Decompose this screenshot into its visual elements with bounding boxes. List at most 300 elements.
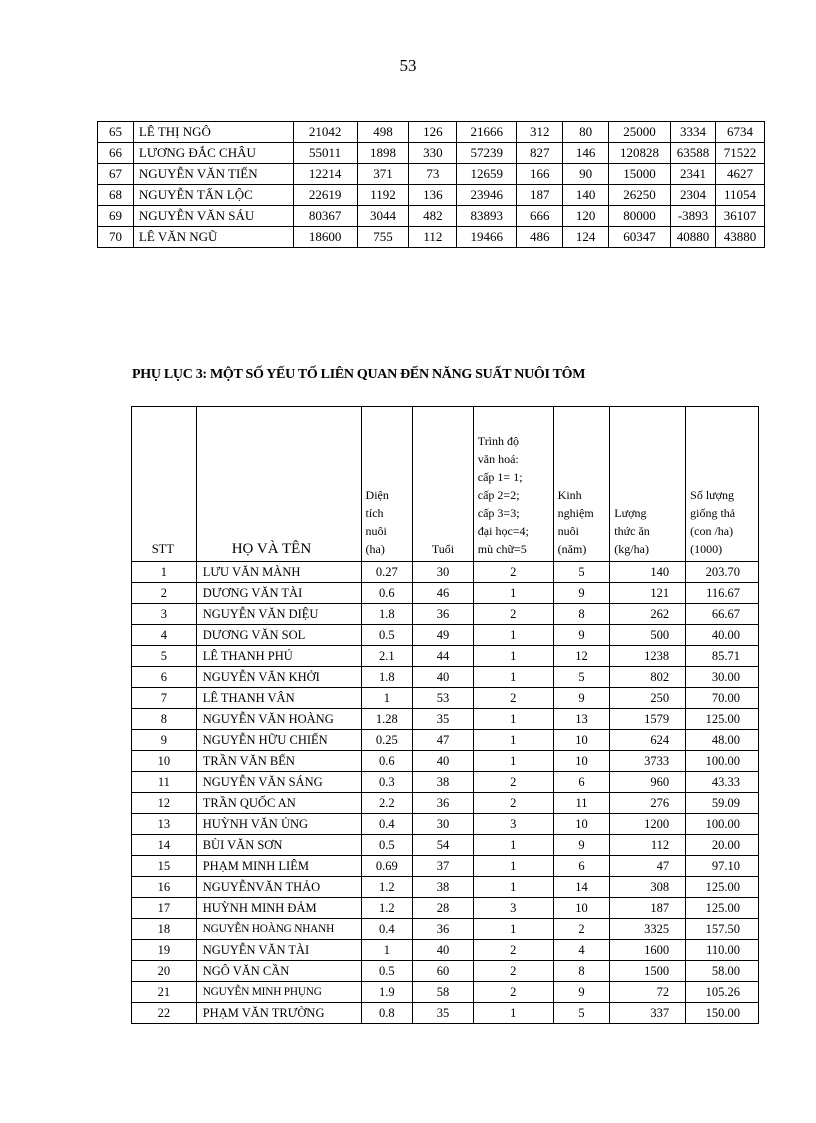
cell-value: 12214 (293, 164, 357, 185)
cell-value: 1 (473, 583, 553, 604)
cell-value: 157.50 (686, 919, 759, 940)
cell-value: 1500 (610, 961, 686, 982)
cell-value: 337 (610, 1003, 686, 1024)
row-number: 20 (132, 961, 197, 982)
cell-value: 1 (473, 667, 553, 688)
cell-value: 20.00 (686, 835, 759, 856)
cell-value: 47 (413, 730, 474, 751)
cell-value: 100.00 (686, 751, 759, 772)
farmer-name: LÊ THANH VÂN (196, 688, 361, 709)
cell-value: 203.70 (686, 562, 759, 583)
row-number: 14 (132, 835, 197, 856)
table-row (132, 793, 759, 814)
farmer-name: LÊ VĂN NGŨ (133, 227, 293, 248)
cell-value: 6734 (715, 122, 764, 143)
cell-value: 30 (413, 814, 474, 835)
cell-value: 1200 (610, 814, 686, 835)
cell-value: 1 (473, 919, 553, 940)
cell-value: 0.8 (361, 1003, 413, 1024)
cell-value: 1.28 (361, 709, 413, 730)
header-feed (610, 407, 686, 562)
cell-value: 1 (473, 730, 553, 751)
farmer-name: NGUYỄN VĂN KHỞI (196, 667, 361, 688)
cell-value: 40 (413, 940, 474, 961)
cell-value: 482 (409, 206, 457, 227)
table-row (132, 667, 759, 688)
cell-value: 48.00 (686, 730, 759, 751)
table-row (98, 227, 765, 248)
farmer-name: NGÔ VĂN CẦN (196, 961, 361, 982)
table-row (132, 583, 759, 604)
cell-value: 2 (473, 688, 553, 709)
cell-value: 80 (563, 122, 609, 143)
farmer-name: LƯƠNG ĐẮC CHÂU (133, 143, 293, 164)
cell-value: 2.2 (361, 793, 413, 814)
cell-value: 120828 (609, 143, 671, 164)
cell-value: 12659 (457, 164, 517, 185)
row-number: 12 (132, 793, 197, 814)
header-name: HỌ VÀ TÊN (196, 407, 361, 562)
cell-value: 40.00 (686, 625, 759, 646)
cell-value: 1 (473, 877, 553, 898)
farmer-name: BÙI VĂN SƠN (196, 835, 361, 856)
cell-value: 371 (357, 164, 409, 185)
table-header-row (132, 407, 759, 562)
cell-value: 0.27 (361, 562, 413, 583)
header-line: cấp 1= 1; (477, 470, 523, 484)
cell-value: 3325 (610, 919, 686, 940)
row-number: 5 (132, 646, 197, 667)
farmer-name: PHẠM VĂN TRƯỜNG (196, 1003, 361, 1024)
cell-value: 498 (357, 122, 409, 143)
cell-value: 1 (473, 1003, 553, 1024)
cell-value: 1.9 (361, 982, 413, 1003)
cell-value: 125.00 (686, 898, 759, 919)
row-number: 21 (132, 982, 197, 1003)
cell-value: 140 (610, 562, 686, 583)
farmer-name: NGUYỄN MINH PHỤNG (196, 982, 361, 1003)
cell-value: 46 (413, 583, 474, 604)
cell-value: 486 (517, 227, 563, 248)
cell-value: 40 (413, 751, 474, 772)
row-number: 70 (98, 227, 134, 248)
table-row (132, 604, 759, 625)
cell-value: 1.8 (361, 667, 413, 688)
cell-value: 150.00 (686, 1003, 759, 1024)
cell-value: 14 (553, 877, 610, 898)
cell-value: 30.00 (686, 667, 759, 688)
cell-value: 9 (553, 688, 610, 709)
cell-value: 827 (517, 143, 563, 164)
header-line: Lượng (614, 506, 647, 520)
header-area (361, 407, 413, 562)
cell-value: 63588 (671, 143, 716, 164)
farmer-name: PHẠM MINH LIÊM (196, 856, 361, 877)
cell-value: 0.25 (361, 730, 413, 751)
row-number: 8 (132, 709, 197, 730)
cell-value: 60347 (609, 227, 671, 248)
row-number: 13 (132, 814, 197, 835)
table-row (132, 814, 759, 835)
row-number: 9 (132, 730, 197, 751)
row-number: 17 (132, 898, 197, 919)
cell-value: 44 (413, 646, 474, 667)
header-line: (kg/ha) (614, 542, 649, 556)
table-row (132, 898, 759, 919)
farmer-name: NGUYỄN HỮU CHIẾN (196, 730, 361, 751)
row-number: 19 (132, 940, 197, 961)
header-line: (ha) (365, 542, 385, 556)
header-experience (553, 407, 610, 562)
cell-value: 2341 (671, 164, 716, 185)
cell-value: 4627 (715, 164, 764, 185)
cell-value: 18600 (293, 227, 357, 248)
cell-value: 5 (553, 1003, 610, 1024)
cell-value: 80367 (293, 206, 357, 227)
cell-value: 0.5 (361, 961, 413, 982)
cell-value: 66.67 (686, 604, 759, 625)
cell-value: 15000 (609, 164, 671, 185)
cell-value: 1192 (357, 185, 409, 206)
header-line: Diện (365, 488, 389, 502)
cell-value: 90 (563, 164, 609, 185)
shrimp-farming-factors-table (131, 406, 759, 1024)
table-row (132, 646, 759, 667)
table-row (132, 625, 759, 646)
row-number: 65 (98, 122, 134, 143)
row-number: 1 (132, 562, 197, 583)
table-row (98, 143, 765, 164)
cell-value: 187 (610, 898, 686, 919)
cell-value: 36 (413, 919, 474, 940)
table-row (98, 122, 765, 143)
cell-value: 3 (473, 898, 553, 919)
section-title: PHỤ LỤC 3: MỘT SỐ YẾU TỐ LIÊN QUAN ĐẾN NĂNG SUẤT NUÔI TÔM (132, 367, 586, 382)
cell-value: 2.1 (361, 646, 413, 667)
header-age: Tuổi (413, 407, 474, 562)
cell-value: 0.4 (361, 919, 413, 940)
cell-value: 37 (413, 856, 474, 877)
header-line: đại học=4; (477, 524, 529, 538)
cell-value: 666 (517, 206, 563, 227)
cell-value: 0.5 (361, 835, 413, 856)
cell-value: 2 (553, 919, 610, 940)
cell-value: 12 (553, 646, 610, 667)
farmer-name: LÊ THANH PHÚ (196, 646, 361, 667)
row-number: 18 (132, 919, 197, 940)
cell-value: 38 (413, 877, 474, 898)
cell-value: 624 (610, 730, 686, 751)
table-row (132, 772, 759, 793)
table-row (132, 919, 759, 940)
cell-value: 6 (553, 772, 610, 793)
table-row (132, 940, 759, 961)
cell-value: 124 (563, 227, 609, 248)
cell-value: 23946 (457, 185, 517, 206)
cell-value: 136 (409, 185, 457, 206)
farmer-name: NGUYỄN HOÀNG NHANH (196, 919, 361, 940)
table-row (132, 730, 759, 751)
cell-value: 9 (553, 625, 610, 646)
cell-value: 71522 (715, 143, 764, 164)
cell-value: 5 (553, 667, 610, 688)
cell-value: 2 (473, 982, 553, 1003)
cell-value: 121 (610, 583, 686, 604)
cell-value: 2 (473, 793, 553, 814)
cell-value: 1 (473, 646, 553, 667)
farmer-name: NGUYỄN TẤN LỘC (133, 185, 293, 206)
cell-value: 11054 (715, 185, 764, 206)
cell-value: 1898 (357, 143, 409, 164)
table-row (132, 562, 759, 583)
cell-value: 59.09 (686, 793, 759, 814)
cell-value: 125.00 (686, 709, 759, 730)
row-number: 7 (132, 688, 197, 709)
cell-value: 262 (610, 604, 686, 625)
header-line: tích (365, 506, 384, 520)
cell-value: 1 (473, 625, 553, 646)
cell-value: 308 (610, 877, 686, 898)
cell-value: 5 (553, 562, 610, 583)
row-number: 2 (132, 583, 197, 604)
row-number: 4 (132, 625, 197, 646)
cell-value: 105.26 (686, 982, 759, 1003)
farmer-name: HUỲNH VĂN ỦNG (196, 814, 361, 835)
cell-value: 47 (610, 856, 686, 877)
cell-value: 500 (610, 625, 686, 646)
table-row (98, 164, 765, 185)
cell-value: 116.67 (686, 583, 759, 604)
cell-value: 802 (610, 667, 686, 688)
cell-value: 166 (517, 164, 563, 185)
header-line: (năm) (557, 542, 587, 556)
header-line: cấp 2=2; (477, 488, 520, 502)
row-number: 16 (132, 877, 197, 898)
cell-value: 4 (553, 940, 610, 961)
cell-value: 187 (517, 185, 563, 206)
cell-value: 250 (610, 688, 686, 709)
cell-value: 330 (409, 143, 457, 164)
cell-value: 1238 (610, 646, 686, 667)
cell-value: 0.6 (361, 751, 413, 772)
cell-value: 53 (413, 688, 474, 709)
page-number: 53 (399, 56, 417, 75)
row-number: 3 (132, 604, 197, 625)
cell-value: 120 (563, 206, 609, 227)
cell-value: 19466 (457, 227, 517, 248)
cell-value: 112 (409, 227, 457, 248)
cell-value: 35 (413, 1003, 474, 1024)
cell-value: 1 (361, 688, 413, 709)
table-row (98, 206, 765, 227)
header-line: nghiệm (557, 506, 594, 520)
cell-value: 40880 (671, 227, 716, 248)
cell-value: 10 (553, 730, 610, 751)
table-row (132, 1003, 759, 1024)
cell-value: 80000 (609, 206, 671, 227)
cell-value: 0.3 (361, 772, 413, 793)
cell-value: 54 (413, 835, 474, 856)
cell-value: 38 (413, 772, 474, 793)
table-row (132, 982, 759, 1003)
cell-value: 21666 (457, 122, 517, 143)
cell-value: 140 (563, 185, 609, 206)
header-line: Kinh (557, 488, 582, 502)
cell-value: 70.00 (686, 688, 759, 709)
cell-value: 1.2 (361, 898, 413, 919)
cell-value: 28 (413, 898, 474, 919)
header-line: cấp 3=3; (477, 506, 520, 520)
cell-value: 2 (473, 772, 553, 793)
cell-value: 25000 (609, 122, 671, 143)
cell-value: 1 (361, 940, 413, 961)
cell-value: 36107 (715, 206, 764, 227)
farmer-name: TRẦN QUỐC AN (196, 793, 361, 814)
header-line: Trình độ (477, 434, 520, 448)
cell-value: 58 (413, 982, 474, 1003)
farmer-name: NGUYỄN VĂN HOÀNG (196, 709, 361, 730)
cell-value: 11 (553, 793, 610, 814)
cell-value: 40 (413, 667, 474, 688)
row-number: 22 (132, 1003, 197, 1024)
farmer-name: TRẦN VĂN BẾN (196, 751, 361, 772)
cell-value: 21042 (293, 122, 357, 143)
cell-value: 6 (553, 856, 610, 877)
header-line: văn hoá: (477, 452, 519, 466)
table-row (98, 185, 765, 206)
cell-value: 10 (553, 898, 610, 919)
cell-value: 1 (473, 835, 553, 856)
header-seed (686, 407, 759, 562)
header-line: nuôi (365, 524, 387, 538)
cell-value: 126 (409, 122, 457, 143)
cell-value: 3334 (671, 122, 716, 143)
cell-value: 0.69 (361, 856, 413, 877)
cell-value: 26250 (609, 185, 671, 206)
row-number: 11 (132, 772, 197, 793)
header-education (473, 407, 553, 562)
cell-value: 13 (553, 709, 610, 730)
cell-value: 43880 (715, 227, 764, 248)
cell-value: 30 (413, 562, 474, 583)
farmer-name: DƯƠNG VĂN TÀI (196, 583, 361, 604)
cell-value: -3893 (671, 206, 716, 227)
cell-value: 10 (553, 751, 610, 772)
cell-value: 125.00 (686, 877, 759, 898)
cell-value: 755 (357, 227, 409, 248)
farmer-name: NGUYỄN VĂN DIỆU (196, 604, 361, 625)
cell-value: 49 (413, 625, 474, 646)
header-line: giống thả (690, 506, 736, 520)
row-number: 6 (132, 667, 197, 688)
header-line: (1000) (690, 542, 723, 556)
cell-value: 2 (473, 961, 553, 982)
table-row (132, 856, 759, 877)
cell-value: 9 (553, 835, 610, 856)
table-row (132, 835, 759, 856)
header-line: Số lượng (690, 488, 734, 502)
cell-value: 73 (409, 164, 457, 185)
farmer-name: LƯU VĂN MÀNH (196, 562, 361, 583)
farmer-name: NGUYỄN VĂN SÁU (133, 206, 293, 227)
table-row (132, 688, 759, 709)
cell-value: 0.4 (361, 814, 413, 835)
cell-value: 3044 (357, 206, 409, 227)
cell-value: 83893 (457, 206, 517, 227)
cell-value: 2 (473, 562, 553, 583)
cell-value: 36 (413, 793, 474, 814)
row-number: 69 (98, 206, 134, 227)
cell-value: 1.2 (361, 877, 413, 898)
cell-value: 1.8 (361, 604, 413, 625)
cell-value: 58.00 (686, 961, 759, 982)
header-line: (con /ha) (690, 524, 734, 538)
cell-value: 312 (517, 122, 563, 143)
cell-value: 1 (473, 856, 553, 877)
row-number: 67 (98, 164, 134, 185)
cell-value: 276 (610, 793, 686, 814)
data-table-top (97, 121, 765, 248)
cell-value: 60 (413, 961, 474, 982)
row-number: 68 (98, 185, 134, 206)
cell-value: 1600 (610, 940, 686, 961)
cell-value: 97.10 (686, 856, 759, 877)
farmer-name: NGUYỄN VĂN TIẾN (133, 164, 293, 185)
farmer-name: LÊ THỊ NGÔ (133, 122, 293, 143)
row-number: 66 (98, 143, 134, 164)
cell-value: 9 (553, 982, 610, 1003)
cell-value: 2 (473, 940, 553, 961)
cell-value: 72 (610, 982, 686, 1003)
cell-value: 8 (553, 604, 610, 625)
row-number: 15 (132, 856, 197, 877)
cell-value: 2304 (671, 185, 716, 206)
cell-value: 146 (563, 143, 609, 164)
cell-value: 36 (413, 604, 474, 625)
cell-value: 0.5 (361, 625, 413, 646)
cell-value: 960 (610, 772, 686, 793)
cell-value: 2 (473, 604, 553, 625)
table-row (132, 877, 759, 898)
cell-value: 22619 (293, 185, 357, 206)
cell-value: 1579 (610, 709, 686, 730)
cell-value: 9 (553, 583, 610, 604)
farmer-name: NGUYỄNVĂN THẢO (196, 877, 361, 898)
table-row (132, 751, 759, 772)
header-line: nuôi (557, 524, 580, 538)
farmer-name: DƯƠNG VĂN SOL (196, 625, 361, 646)
cell-value: 57239 (457, 143, 517, 164)
header-line: mù chữ=5 (477, 542, 527, 556)
cell-value: 0.6 (361, 583, 413, 604)
cell-value: 55011 (293, 143, 357, 164)
cell-value: 43.33 (686, 772, 759, 793)
cell-value: 35 (413, 709, 474, 730)
header-line: thức ăn (614, 524, 650, 538)
row-number: 10 (132, 751, 197, 772)
table-row (132, 709, 759, 730)
cell-value: 10 (553, 814, 610, 835)
cell-value: 1 (473, 709, 553, 730)
farmer-name: HUỲNH MINH ĐẢM (196, 898, 361, 919)
table-row (132, 961, 759, 982)
cell-value: 112 (610, 835, 686, 856)
farmer-name: NGUYỄN VĂN TÀI (196, 940, 361, 961)
cell-value: 3 (473, 814, 553, 835)
cell-value: 85.71 (686, 646, 759, 667)
cell-value: 8 (553, 961, 610, 982)
cell-value: 110.00 (686, 940, 759, 961)
